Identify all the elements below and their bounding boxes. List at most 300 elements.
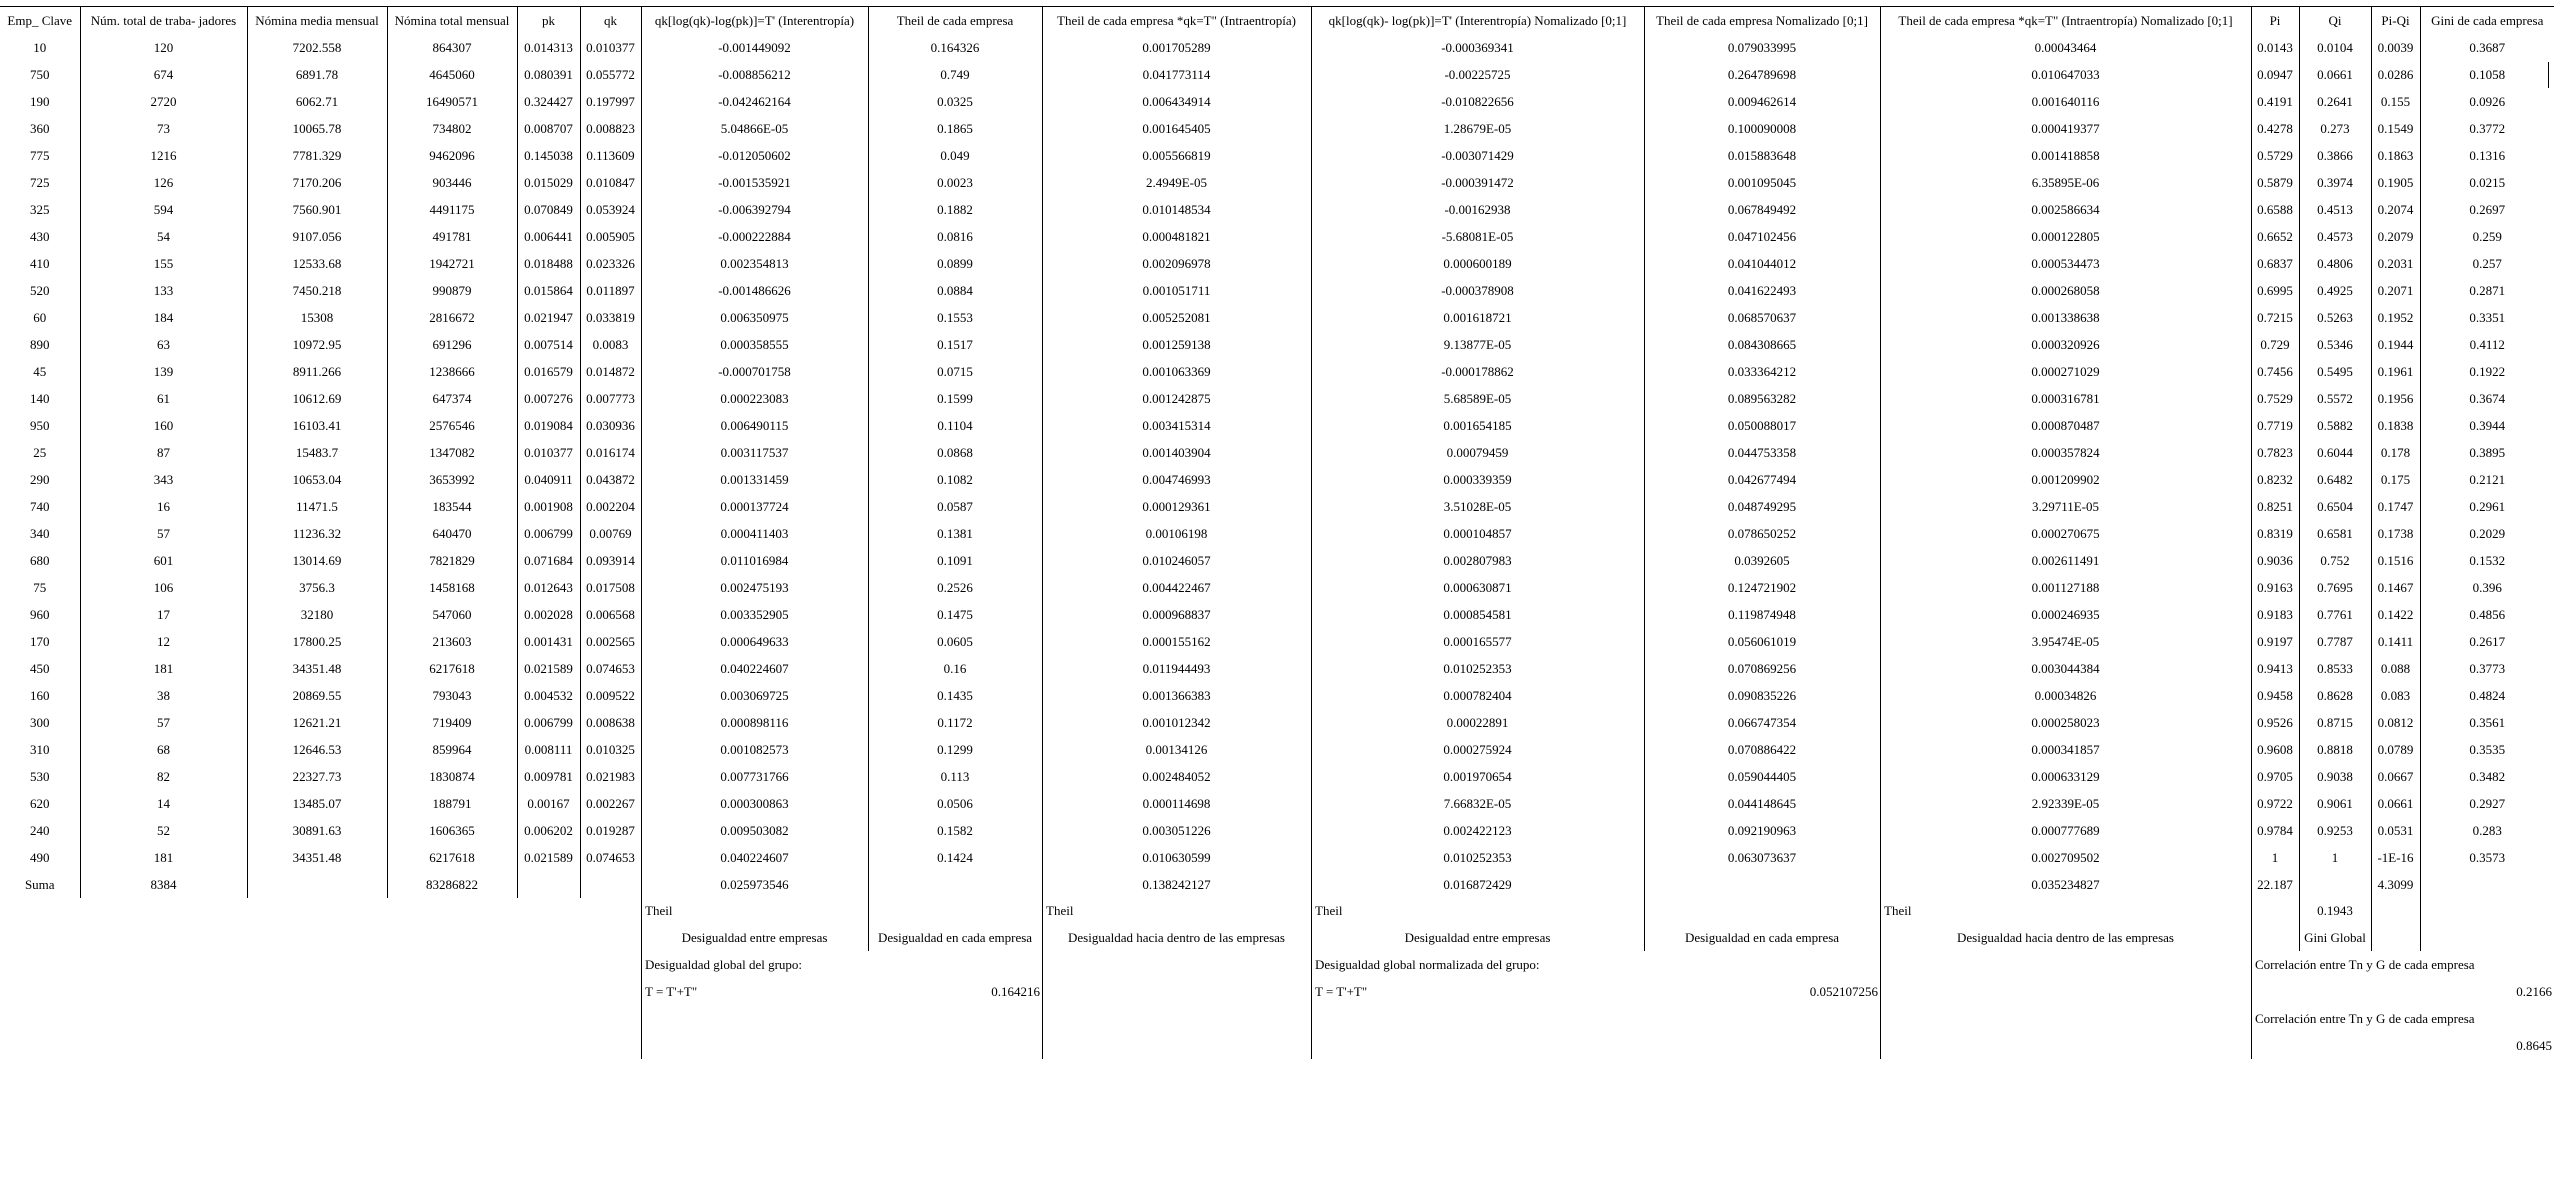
table-cell: 0.0947 [2251,61,2299,88]
table-cell: 0.3573 [2469,850,2506,865]
table-cell: 0.2871 [2469,283,2506,298]
table-cell: 10612.69 [247,385,387,412]
table-cell: 0.044753358 [1644,439,1880,466]
table-cell: 0.0715 [868,358,1042,385]
table-cell: 300 [0,709,80,736]
global-label: Desigualdad global del grupo: [645,957,803,972]
table-cell: 4491175 [387,196,517,223]
table-cell: 0.9197 [2251,628,2299,655]
table-cell: 0.001705289 [1042,34,1311,61]
table-cell: 22.187 [2251,871,2299,898]
table-cell: 0.0926 [2469,94,2506,109]
table-cell: 0.000782404 [1311,682,1644,709]
table-cell: 0.4513 [2299,196,2371,223]
table-cell: 0.7695 [2299,574,2371,601]
table-cell: 0.000155162 [1042,628,1311,655]
table-row [0,655,2554,682]
table-cell: -0.000178862 [1311,358,1644,385]
table-cell: 0.6652 [2251,223,2299,250]
theil-gini-table [0,6,2554,898]
table-cell: 0.5346 [2299,331,2371,358]
table-cell: 0.083 [2371,682,2420,709]
table-cell: 1458168 [387,574,517,601]
global-normalized-value: 0.052107256 [1809,984,1878,999]
text-cursor-mark [2548,62,2549,88]
table-cell: 0.053924 [580,196,641,223]
table-cell: 0.1104 [868,412,1042,439]
table-cell: 0.000104857 [1311,520,1644,547]
table-cell: 0.3351 [2469,310,2506,325]
table-cell: 34351.48 [247,844,387,871]
table-cell: 20869.55 [247,682,387,709]
table-cell: 0.015883648 [1644,142,1880,169]
table-cell: 647374 [387,385,517,412]
table-cell: 0.4824 [2469,688,2506,703]
table-cell: 0.040911 [517,466,580,493]
theil-label: Theil [1046,903,1074,918]
table-cell: 990879 [387,277,517,304]
table-cell: -0.000369341 [1311,34,1644,61]
table-row [0,34,2554,61]
table-cell: 0.1172 [868,709,1042,736]
table-cell: 0.002475193 [641,574,868,601]
table-cell: 903446 [387,169,517,196]
column-header: Pi-Qi [2371,7,2420,35]
table-cell: 0.005252081 [1042,304,1311,331]
table-cell: 0.3772 [2469,121,2506,136]
divider [641,897,642,1059]
table-row [0,844,2554,871]
table-cell: 0.003352905 [641,601,868,628]
table-cell: 0.4856 [2469,607,2506,622]
table-cell: 0.9253 [2299,817,2371,844]
table-cell: 410 [0,250,80,277]
table-cell [580,871,641,898]
table-cell: 1 [2251,844,2299,871]
table-cell: 0.010630599 [1042,844,1311,871]
table-cell: 0.1738 [2371,520,2420,547]
table-cell: 0.1422 [2371,601,2420,628]
table-cell: 73 [80,115,247,142]
theil-label: Theil [1315,903,1343,918]
table-cell: 0.0083 [580,331,641,358]
table-cell: 139 [80,358,247,385]
table-cell: 0.2031 [2371,250,2420,277]
table-cell: 0.001209902 [1880,466,2251,493]
table-cell: 57 [80,709,247,736]
table-cell: 1347082 [387,439,517,466]
column-header: Theil de cada empresa [868,7,1042,35]
table-cell: 7781.329 [247,142,387,169]
table-cell: 7821829 [387,547,517,574]
table-cell: 0.001338638 [1880,304,2251,331]
table-cell: 12533.68 [247,250,387,277]
table-cell: 0.041622493 [1644,277,1880,304]
table-cell: 3.95474E-05 [1880,628,2251,655]
table-cell: 0.0899 [868,250,1042,277]
table-cell: 450 [0,655,80,682]
table-cell: 0.010148534 [1042,196,1311,223]
between-label: Desigualdad entre empresas [1404,930,1551,945]
table-cell: 1216 [80,142,247,169]
table-cell: 8911.266 [247,358,387,385]
table-cell: 54 [80,223,247,250]
table-cell: 0.119874948 [1644,601,1880,628]
table-cell: 0.1316 [2469,148,2506,163]
table-cell: 0.5729 [2251,142,2299,169]
table-cell: 6217618 [387,655,517,682]
table-cell: 0.001908 [517,493,580,520]
table-cell: 13485.07 [247,790,387,817]
table-cell: 155 [80,250,247,277]
table-row [0,547,2554,574]
table-cell: 0.018488 [517,250,580,277]
column-header: Núm. total de traba- jadores [80,7,247,35]
table-cell: 0.729 [2251,331,2299,358]
table-cell: 0.9413 [2251,655,2299,682]
table-cell: 360 [0,115,80,142]
table-cell: 0.050088017 [1644,412,1880,439]
table-row [0,358,2554,385]
table-cell: 0.001640116 [1880,88,2251,115]
table-cell: 0.1299 [868,736,1042,763]
table-cell: 2720 [80,88,247,115]
table-cell: 0.000357824 [1880,439,2251,466]
global-normalized-label: Desigualdad global normalizada del grupo: [1315,957,1540,972]
table-cell: 0.000129361 [1042,493,1311,520]
table-cell: 61 [80,385,247,412]
table-cell: 0.071684 [517,547,580,574]
table-cell: 0.002354813 [641,250,868,277]
table-cell: 490 [0,844,80,871]
table-cell: 1 [2299,844,2371,871]
table-cell: 0.283 [2472,823,2502,838]
table-cell: 0.7787 [2299,628,2371,655]
column-header: qk[log(qk)-log(pk)]=T' (Interentropía) [641,7,868,35]
formula-label: T = T'+T" [645,984,698,999]
table-cell: 183544 [387,493,517,520]
table-cell: 0.015029 [517,169,580,196]
column-header: Theil de cada empresa Nomalizado [0;1] [1644,7,1880,35]
table-cell: 0.3773 [2469,661,2506,676]
table-cell: 0.259 [2472,229,2502,244]
table-cell: 601 [80,547,247,574]
table-cell: 0.0392605 [1644,547,1880,574]
table-cell: 0.021589 [517,844,580,871]
table-cell: 188791 [387,790,517,817]
table-cell: 9107.056 [247,223,387,250]
table-cell: 680 [0,547,80,574]
table-cell: 0.000271029 [1880,358,2251,385]
formula-label: T = T'+T" [1315,984,1368,999]
table-cell: 0.264789698 [1644,61,1880,88]
table-row [0,628,2554,655]
table-cell: 1.28679E-05 [1311,115,1644,142]
table-cell: 0.000870487 [1880,412,2251,439]
table-cell: 0.000275924 [1311,736,1644,763]
table-cell: 0.010246057 [1042,547,1311,574]
table-cell: 0.145038 [517,142,580,169]
table-cell: -0.000391472 [1311,169,1644,196]
table-cell: 213603 [387,628,517,655]
table-cell: -0.008856212 [641,61,868,88]
table-cell: 0.00134126 [1042,736,1311,763]
table-cell: 12646.53 [247,736,387,763]
table-cell: 0.035234827 [1880,871,2251,898]
within-label: Desigualdad hacia dentro de las empresas [1957,930,2174,945]
table-cell: 0.2121 [2469,472,2506,487]
table-cell: 0.080391 [517,61,580,88]
table-cell: 0.1553 [868,304,1042,331]
table-cell: 11471.5 [247,493,387,520]
table-cell: 75 [0,574,80,601]
table-cell: 0.000649633 [641,628,868,655]
table-cell: 0.7719 [2251,412,2299,439]
table-cell: -0.006392794 [641,196,868,223]
table-cell: 0.049 [868,142,1042,169]
divider [2371,897,2372,951]
table-cell: 0.016872429 [1311,871,1644,898]
table-row [0,763,2554,790]
within-label: Desigualdad hacia dentro de las empresas [1068,930,1285,945]
table-cell: 3756.3 [247,574,387,601]
table-cell: 0.7823 [2251,439,2299,466]
table-cell: 0.001431 [517,628,580,655]
table-row [0,115,2554,142]
table-cell: 181 [80,844,247,871]
table-cell: 3653992 [387,466,517,493]
table-cell: 0.2927 [2469,796,2506,811]
table-cell: 0.4112 [2469,337,2505,352]
table-cell: 0.005566819 [1042,142,1311,169]
table-row [0,493,2554,520]
table-cell: 0.078650252 [1644,520,1880,547]
table-cell: 0.2029 [2469,526,2506,541]
table-cell: 0.059044405 [1644,763,1880,790]
table-cell: 0.002565 [580,628,641,655]
table-cell: 0.079033995 [1644,34,1880,61]
table-cell: 17 [80,601,247,628]
table-cell: 0.8628 [2299,682,2371,709]
table-cell: 0.001418858 [1880,142,2251,169]
table-cell: 0.000419377 [1880,115,2251,142]
table-cell: 0.6581 [2299,520,2371,547]
table-cell: 0.1599 [868,385,1042,412]
table-cell: 0.0661 [2299,61,2371,88]
table-cell: 0.000268058 [1880,277,2251,304]
table-cell: 0.1091 [868,547,1042,574]
table-cell: 0.006799 [517,709,580,736]
table-cell: 0.9608 [2251,736,2299,763]
table-cell: -0.010822656 [1311,88,1644,115]
table-cell: 0.6504 [2299,493,2371,520]
table-cell: 740 [0,493,80,520]
table-cell: 0.178 [2371,439,2420,466]
table-cell: 0.16 [868,655,1042,682]
table-cell: 0.015864 [517,277,580,304]
table-row [0,817,2554,844]
table-cell: -0.00162938 [1311,196,1644,223]
table-cell: 0.001012342 [1042,709,1311,736]
table-cell: 0.008823 [580,115,641,142]
table-cell: 0.001645405 [1042,115,1311,142]
table-cell: 0.005905 [580,223,641,250]
table-row [0,331,2554,358]
table-cell: 0.063073637 [1644,844,1880,871]
table-cell: 719409 [387,709,517,736]
divider [1042,897,1043,1059]
table-cell: 0.030936 [580,412,641,439]
table-cell: 25 [0,439,80,466]
table-cell: -0.012050602 [641,142,868,169]
table-cell: 0.010377 [580,34,641,61]
table-cell: 32180 [247,601,387,628]
table-cell: 0.164326 [868,34,1042,61]
table-cell: 140 [0,385,80,412]
table-cell: 520 [0,277,80,304]
table-cell: 170 [0,628,80,655]
table-row [0,196,2554,223]
table-cell: 0.033819 [580,304,641,331]
table-cell: 1238666 [387,358,517,385]
table-cell: 2.4949E-05 [1042,169,1311,196]
table-cell: 1606365 [387,817,517,844]
table-cell: 133 [80,277,247,304]
table-cell: 0.273 [2299,115,2371,142]
table-cell [2420,871,2554,898]
table-cell: 0.9038 [2299,763,2371,790]
table-cell: 0.017508 [580,574,641,601]
table-row [0,61,2554,88]
table-cell: 181 [80,655,247,682]
table-cell: 620 [0,790,80,817]
table-cell: 9462096 [387,142,517,169]
table-cell: 0.0812 [2371,709,2420,736]
table-cell: 0.197997 [580,88,641,115]
table-cell: 9.13877E-05 [1311,331,1644,358]
table-cell: 0.006350975 [641,304,868,331]
table-cell: 547060 [387,601,517,628]
table-cell: 793043 [387,682,517,709]
table-cell: 0.021947 [517,304,580,331]
table-cell: 0.033364212 [1644,358,1880,385]
table-cell: 0.749 [868,61,1042,88]
table-cell: 83286822 [387,871,517,898]
table-cell: 2.92339E-05 [1880,790,2251,817]
table-cell: 0.1424 [868,844,1042,871]
table-cell: 0.048749295 [1644,493,1880,520]
table-cell: 594 [80,196,247,223]
table-cell: 0.1381 [868,520,1042,547]
table-cell: 750 [0,61,80,88]
table-cell: 0.002709502 [1880,844,2251,871]
table-cell: 0.010252353 [1311,844,1644,871]
table-cell: -5.68081E-05 [1311,223,1644,250]
table-cell: 0.8715 [2299,709,2371,736]
theil-label: Theil [1884,903,1912,918]
table-cell: 0.000411403 [641,520,868,547]
divider [1880,897,1881,1059]
table-cell: 126 [80,169,247,196]
table-cell: 0.1747 [2371,493,2420,520]
table-cell: 0.7529 [2251,385,2299,412]
table-cell: 0.010847 [580,169,641,196]
table-cell: 12 [80,628,247,655]
table-cell: 0.009522 [580,682,641,709]
table-cell: 0.000246935 [1880,601,2251,628]
table-cell [2299,871,2371,898]
table-cell: 0.000165577 [1311,628,1644,655]
table-cell: 0.002028 [517,601,580,628]
column-header: Theil de cada empresa *qk=T" (Intraentropía) [1042,7,1311,35]
table-cell: 0.009462614 [1644,88,1880,115]
table-cell: 0.001970654 [1311,763,1644,790]
table-cell: 864307 [387,34,517,61]
table-cell: 10 [0,34,80,61]
table-cell: 0.7215 [2251,304,2299,331]
divider [1311,897,1312,1059]
table-row [0,709,2554,736]
table-cell: 0.257 [2472,256,2502,271]
table-cell: 0.007731766 [641,763,868,790]
table-cell: 0.001618721 [1311,304,1644,331]
table-row [0,412,2554,439]
table-cell: 0.000114698 [1042,790,1311,817]
table-cell: 0.2526 [868,574,1042,601]
table-cell: 0.042677494 [1644,466,1880,493]
column-header: qk[log(qk)- log(pk)]=T' (Interentropía) Nomalizado [0;1] [1311,7,1644,35]
table-cell: 0.000300863 [641,790,868,817]
table-row [0,682,2554,709]
table-cell: 0.000481821 [1042,223,1311,250]
table-cell: 0.4925 [2299,277,2371,304]
table-cell: 0.3944 [2469,418,2506,433]
table-cell: 0.066747354 [1644,709,1880,736]
table-cell: 15483.7 [247,439,387,466]
table-cell: 87 [80,439,247,466]
table-cell: 0.3687 [2469,40,2506,55]
table-cell: 38 [80,682,247,709]
table-cell: 0.0605 [868,628,1042,655]
table-cell: 0.324427 [517,88,580,115]
table-cell: 0.074653 [580,655,641,682]
table-cell: 0.00034826 [1880,682,2251,709]
table-cell: 0.000633129 [1880,763,2251,790]
table-cell: 0.088 [2371,655,2420,682]
table-cell: 0.000968837 [1042,601,1311,628]
table-cell: 5.04866E-05 [641,115,868,142]
table-cell: 0.1838 [2371,412,2420,439]
table-row [0,304,2554,331]
table-cell: 0.138242127 [1042,871,1311,898]
table-cell: 52 [80,817,247,844]
table-cell: 0.055772 [580,61,641,88]
table-cell: -0.042462164 [641,88,868,115]
table-cell: 0.007514 [517,331,580,358]
table-cell: 0.010377 [517,439,580,466]
table-cell: 0.025973546 [641,871,868,898]
table-cell: 430 [0,223,80,250]
table-cell [868,871,1042,898]
table-cell: 0.003069725 [641,682,868,709]
table-cell: 0.089563282 [1644,385,1880,412]
table-cell: 0.9722 [2251,790,2299,817]
table-cell: 0.000341857 [1880,736,2251,763]
table-cell: 0.000122805 [1880,223,2251,250]
table-cell: -0.000222884 [641,223,868,250]
table-cell: 0.7456 [2251,358,2299,385]
table-cell: 0.9458 [2251,682,2299,709]
